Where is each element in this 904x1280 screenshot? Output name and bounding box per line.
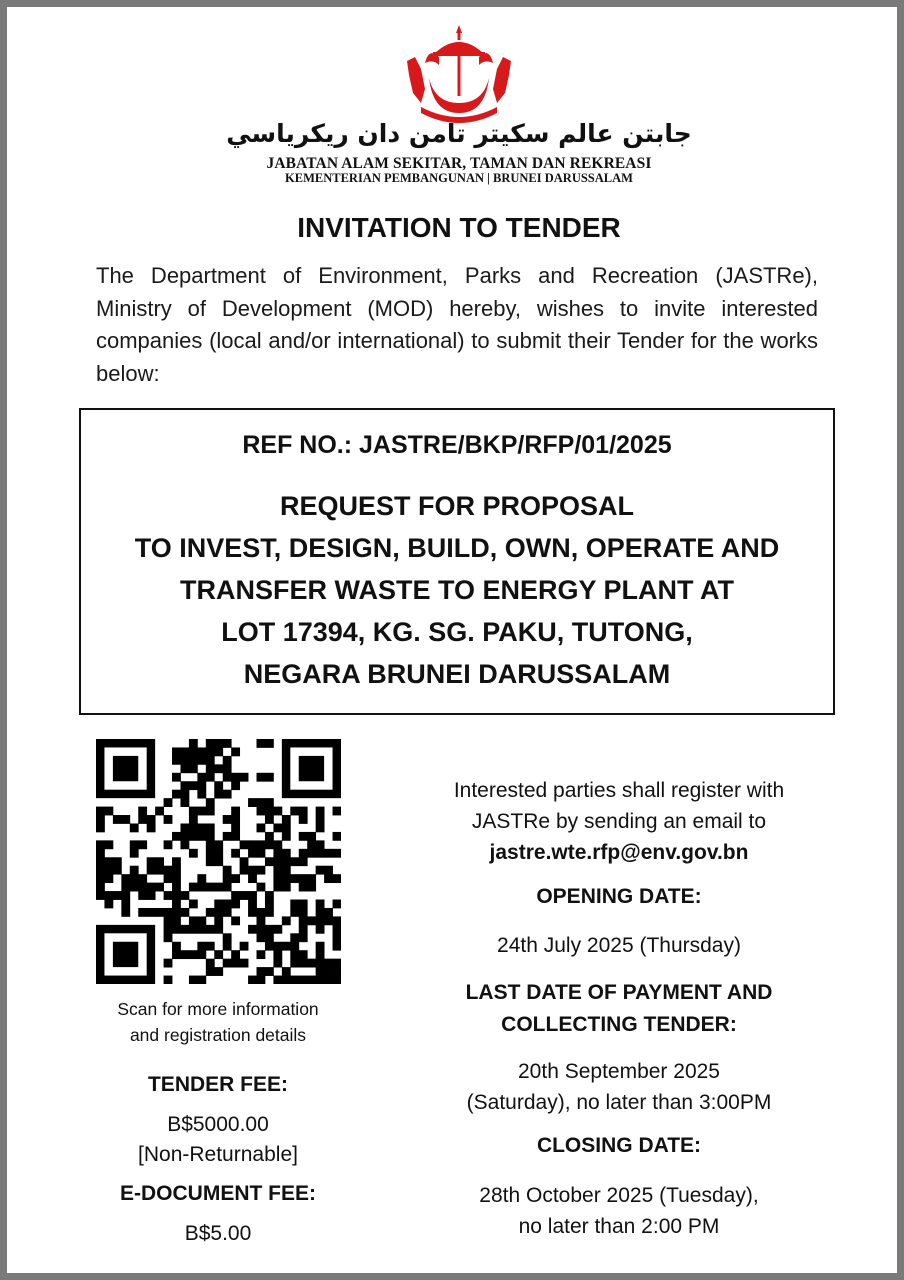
registration-line: JASTRe by sending an email to	[471, 810, 767, 833]
closing-date-label: CLOSING DATE:	[536, 1134, 702, 1157]
ministry-line: KEMENTERIAN PEMBANGUNAN | BRUNEI DARUSSALAM	[285, 171, 633, 185]
payment-deadline-label	[389, 977, 849, 1041]
registration-line: Interested parties shall register with	[453, 779, 785, 802]
edocument-fee-label: E-DOCUMENT FEE:	[120, 1182, 316, 1205]
opening-date-label: OPENING DATE:	[536, 885, 702, 908]
registration-instructions	[389, 775, 849, 868]
payment-value-line: 20th September 2025	[518, 1060, 720, 1083]
qr-caption-line: Scan for more information	[117, 999, 319, 1019]
tender-details-box	[79, 408, 835, 715]
tender-fee-value: B$5000.00	[167, 1113, 269, 1136]
tender-fee-note: [Non-Returnable]	[138, 1143, 298, 1166]
department-name: JABATAN ALAM SEKITAR, TAMAN DAN REKREASI	[266, 155, 652, 172]
reference-number: REF NO.: JASTRE/BKP/RFP/01/2025	[242, 431, 672, 459]
payment-deadline-value	[389, 1056, 849, 1118]
intro-paragraph: The Department of Environment, Parks and Recreation (JASTRe), Ministry of Development (MOD) hereby, wishes to invite interested companies (local and/or international) to submit their Tender for the works below:	[96, 263, 818, 386]
rfp-line: NEGARA BRUNEI DARUSSALAM	[243, 659, 671, 689]
brunei-crest-icon	[399, 23, 519, 123]
notice-title: INVITATION TO TENDER	[297, 212, 621, 243]
rfp-line: LOT 17394, KG. SG. PAKU, TUTONG,	[221, 617, 693, 647]
payment-label-line: COLLECTING TENDER:	[501, 1013, 737, 1036]
qr-caption-line: and registration details	[129, 1025, 307, 1045]
payment-label-line: LAST DATE OF PAYMENT AND	[465, 981, 773, 1004]
qr-code-icon[interactable]	[96, 739, 341, 984]
qr-caption	[87, 996, 349, 1048]
rfp-description	[81, 485, 833, 695]
department-name-arabic: جابتن عالم سكيتر تامن دان ريكرياسي	[226, 119, 692, 148]
rfp-line: TO INVEST, DESIGN, BUILD, OWN, OPERATE AND	[134, 533, 780, 563]
closing-value-line: 28th October 2025 (Tuesday),	[479, 1184, 759, 1207]
rfp-line: TRANSFER WASTE TO ENERGY PLANT AT	[179, 575, 735, 605]
registration-email-link[interactable]: jastre.wte.rfp@env.gov.bn	[489, 841, 749, 864]
closing-date-value	[389, 1180, 849, 1242]
edocument-fee-value: B$5.00	[184, 1222, 252, 1245]
tender-fee-label: TENDER FEE:	[147, 1073, 288, 1096]
closing-value-line: no later than 2:00 PM	[518, 1215, 720, 1238]
qr-code-graphic	[96, 739, 341, 984]
rfp-line: REQUEST FOR PROPOSAL	[279, 491, 635, 521]
opening-date-value: 24th July 2025 (Thursday)	[497, 934, 741, 957]
payment-value-line: (Saturday), no later than 3:00PM	[466, 1091, 772, 1114]
